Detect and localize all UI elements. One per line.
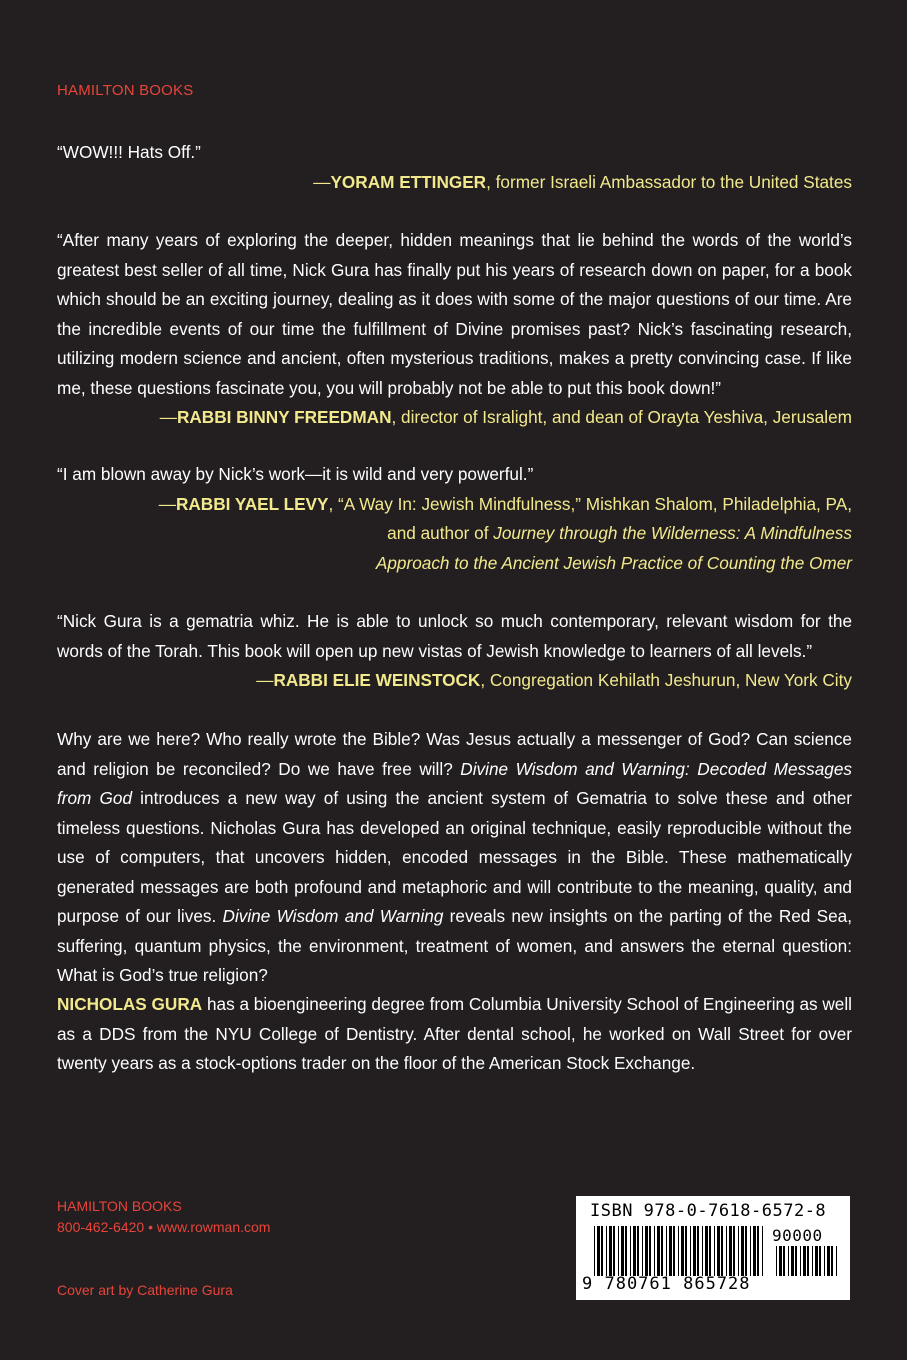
book-title-cont: Approach to the Ancient Jewish Practice of Counting the Omer — [375, 552, 852, 573]
blurb-quote: “I am blown away by Nick’s work—it is wild and very powerful.” — [57, 464, 534, 484]
barcode-bar — [618, 1226, 619, 1276]
barcode-bar — [738, 1226, 739, 1276]
barcode-bar — [827, 1246, 830, 1276]
blurb-quote: “WOW!!! Hats Off.” — [57, 142, 201, 162]
barcode-bar — [642, 1226, 643, 1276]
barcode-bar — [776, 1246, 777, 1276]
blurb-3 — [57, 460, 852, 578]
barcode-bar — [812, 1246, 813, 1276]
barcode-bar — [836, 1246, 837, 1276]
endorser-name: RABBI ELIE WEINSTOCK — [273, 670, 481, 690]
blurb-2 — [57, 226, 852, 433]
blurb-attribution: —RABBI ELIE WEINSTOCK, Congregation Kehilath Jeshurun, New York City — [256, 670, 852, 690]
barcode-bar — [721, 1226, 723, 1276]
endorser-name: RABBI BINNY FREEDMAN — [176, 407, 392, 427]
barcode-bar — [791, 1246, 794, 1276]
blurb-attribution: —YORAM ETTINGER, former Israeli Ambassador to the United States — [313, 171, 852, 192]
barcode-bar — [654, 1226, 655, 1276]
barcode-bar — [729, 1226, 732, 1276]
book-description: Why are we here? Who really wrote the Bible? Was Jesus actually a messenger of God? Can science and religion be reconciled? Do we have free will? Divine Wisdom and Warning: Decoded Messages from God introduces a new way of using the ancient system of Gematria to solve these and other timeless questions. Nicholas Gura has developed an original technique, easily reproducible without the use of computers, that uncovers hidden, encoded messages in the Bible. These mathematically generated messages are both profound and metaphoric and will contribute to the meaning, quality, and purpose of our lives. Divine Wisdom and Warning reveals new insights on the parting of the Red Sea, suffering, quantum physics, the environment, treatment of women, and answers the eternal question: What is God’s true religion? — [57, 729, 853, 985]
barcode-bar — [717, 1226, 720, 1276]
publisher-contact: 800-462-6420 • www.rowman.com — [57, 1219, 271, 1235]
author-name: NICHOLAS GURA — [57, 994, 203, 1014]
barcode-bar — [645, 1226, 648, 1276]
barcode-bar — [597, 1226, 600, 1276]
barcode-bar — [824, 1246, 825, 1276]
barcode-bar — [807, 1246, 809, 1276]
barcode-bar — [795, 1246, 797, 1276]
barcode-bar — [705, 1226, 708, 1276]
barcode-bar — [594, 1226, 595, 1276]
blurb-attribution-line3 — [57, 549, 852, 579]
blurb-1 — [57, 138, 852, 197]
publisher-name-top: HAMILTON BOOKS — [57, 82, 194, 99]
isbn-barcode — [576, 1196, 850, 1300]
barcode-bar — [762, 1226, 763, 1276]
publisher-info — [57, 1196, 270, 1238]
barcode-bar — [745, 1226, 747, 1276]
blurb-quote: “After many years of exploring the deeper, hidden meanings that lie behind the words of the world’s greatest best seller of all time, Nick Gura has finally put his years of research down on paper, for a book which should be an exciting journey, dealing as it does with some of the major questions of our time. Are the incredible events of our time the fulfillment of Divine promises past? Nick’s fascinating research, utilizing modern science and ancient, often mysterious traditions, makes a pretty convincing case. If like me, these questions fascinate you, you will probably not be able to put this book down!” — [57, 230, 852, 398]
barcode-bar — [613, 1226, 615, 1276]
barcode-bar — [693, 1226, 696, 1276]
barcode-bar — [733, 1226, 735, 1276]
endorser-name: YORAM ETTINGER — [330, 171, 487, 192]
barcode-bar — [657, 1226, 660, 1276]
barcode-bar — [609, 1226, 612, 1276]
barcode-bar — [633, 1226, 636, 1276]
barcode-bar — [697, 1226, 699, 1276]
barcode-bar — [649, 1226, 651, 1276]
cover-art-credit: Cover art by Catherine Gura — [57, 1282, 233, 1298]
barcode-bar — [666, 1226, 667, 1276]
barcode-bar — [702, 1226, 703, 1276]
barcode-bar — [685, 1226, 687, 1276]
barcode-bar — [661, 1226, 663, 1276]
blurb-4 — [57, 607, 852, 696]
barcode-bar — [673, 1226, 675, 1276]
barcode-bar — [803, 1246, 806, 1276]
blurb-attribution: —RABBI YAEL LEVY, “A Way In: Jewish Mindfulness,” Mishkan Shalom, Philadelphia, PA, — [158, 493, 852, 514]
blurb-attribution-line2: and author of Journey through the Wilderness: A Mindfulness — [387, 523, 852, 543]
barcode-bar — [678, 1226, 679, 1276]
blurb-attribution: —RABBI BINNY FREEDMAN, director of Isralight, and dean of Orayta Yeshiva, Jerusalem — [159, 407, 852, 427]
barcode-bar — [741, 1226, 744, 1276]
barcode-bar — [637, 1226, 639, 1276]
barcode-bar — [669, 1226, 672, 1276]
endorser-name: RABBI YAEL LEVY — [175, 493, 329, 514]
barcode-bar — [750, 1226, 751, 1276]
author-bio: NICHOLAS GURA has a bioengineering degree from Columbia University School of Engineering as well as a DDS from the NYU College of Dentistry. After dental school, he worked on Wall Street for over twenty years as a stock-options trader on the floor of the American Stock Exchange. — [57, 994, 852, 1073]
barcode-bar — [819, 1246, 821, 1276]
barcode-bar — [606, 1226, 607, 1276]
barcode-bar — [621, 1226, 624, 1276]
barcode-bar — [714, 1226, 715, 1276]
book-title-italic-short: Divine Wisdom and Warning — [222, 906, 444, 926]
barcode-bar — [779, 1246, 782, 1276]
barcode-bar — [788, 1246, 789, 1276]
publisher-name-bottom: HAMILTON BOOKS — [57, 1198, 182, 1214]
barcode-bar — [625, 1226, 627, 1276]
barcode-bar — [601, 1226, 603, 1276]
price-code: 90000 — [772, 1226, 823, 1245]
barcode-bar — [709, 1226, 711, 1276]
isbn-text: ISBN 978-0-7618-6572-8 — [590, 1201, 827, 1221]
barcode-bar — [690, 1226, 691, 1276]
barcode-bar — [800, 1246, 801, 1276]
book-title-italic: Divine Wisdom and Warning: Decoded Messages from God — [57, 758, 852, 808]
barcode-bar — [815, 1246, 818, 1276]
barcode-bar — [757, 1226, 759, 1276]
book-title: Journey through the Wilderness: A Mindfulness — [493, 523, 852, 543]
barcode-bar — [726, 1226, 727, 1276]
barcode-bar — [783, 1246, 785, 1276]
barcode-digits: 9 780761 865728 — [582, 1274, 751, 1294]
barcode-bar — [681, 1226, 684, 1276]
barcode-bar — [630, 1226, 631, 1276]
barcode-bar — [753, 1226, 756, 1276]
blurb-quote: “Nick Gura is a gematria whiz. He is able to unlock so much contemporary, relevant wisdom for the words of the Torah. This book will open up new vistas of Jewish knowledge to learners of all levels.” — [57, 611, 852, 661]
barcode-bar — [831, 1246, 833, 1276]
